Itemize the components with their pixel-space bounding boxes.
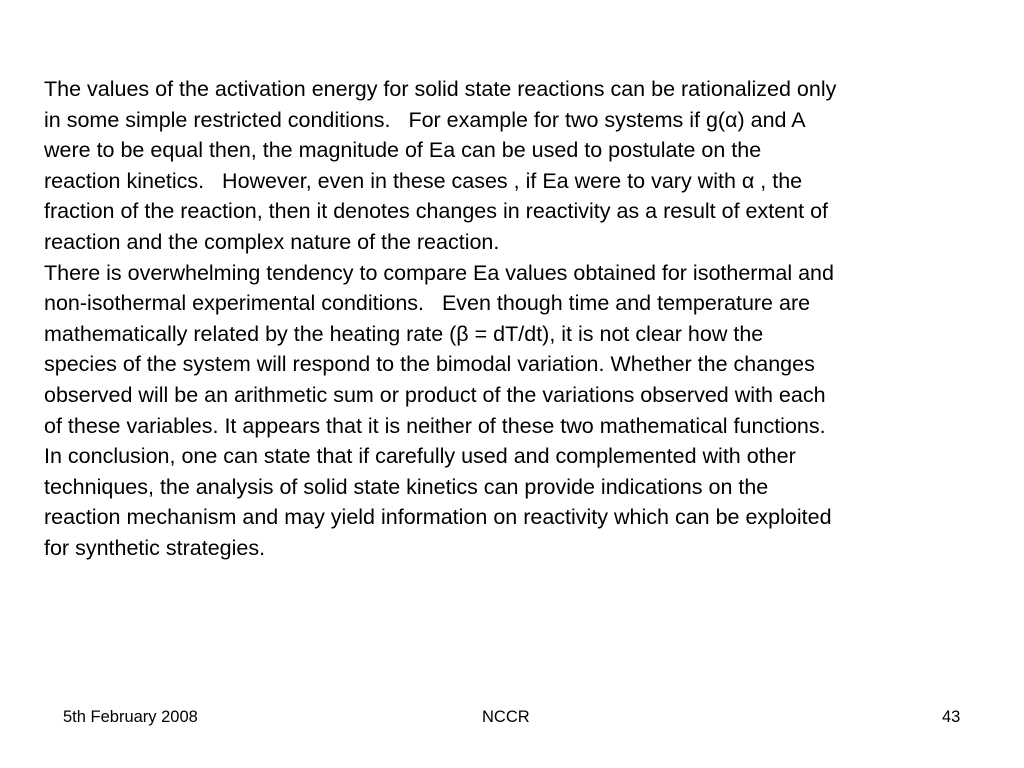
body-line: for synthetic strategies. [44, 535, 266, 560]
footer-date: 5th February 2008 [63, 708, 198, 726]
body-line: There is overwhelming tendency to compare Ea values obtained for isothermal and [44, 260, 834, 285]
body-line: techniques, the analysis of solid state kinetics can provide indications on the [44, 474, 769, 499]
footer-title: NCCR [482, 708, 530, 726]
body-line: non-isothermal experimental conditions. Even though time and temperature are [44, 291, 811, 316]
body-line: In conclusion, one can state that if carefully used and complemented with other [44, 444, 796, 469]
body-line: observed will be an arithmetic sum or product of the variations observed with each [44, 382, 826, 407]
body-line: were to be equal then, the magnitude of Ea can be used to postulate on the [44, 138, 762, 163]
slide-body [44, 74, 1004, 564]
body-line: reaction and the complex nature of the reaction. [44, 229, 500, 254]
body-line: mathematically related by the heating rate (β = dT/dt), it is not clear how the [44, 321, 764, 346]
body-line: The values of the activation energy for solid state reactions can be rationalized only [44, 77, 837, 101]
body-line: reaction kinetics. However, even in these cases , if Ea were to vary with α , the [44, 168, 803, 193]
body-line: of these variables. It appears that it is neither of these two mathematical functions. [44, 413, 826, 438]
body-line: species of the system will respond to the bimodal variation. Whether the changes [44, 352, 815, 377]
body-line: reaction mechanism and may yield information on reactivity which can be exploited [44, 505, 832, 530]
body-line: fraction of the reaction, then it denotes changes in reactivity as a result of extent of [44, 199, 829, 224]
slide-number: 43 [942, 708, 961, 726]
body-line: in some simple restricted conditions. For example for two systems if g(α) and A [44, 107, 806, 132]
